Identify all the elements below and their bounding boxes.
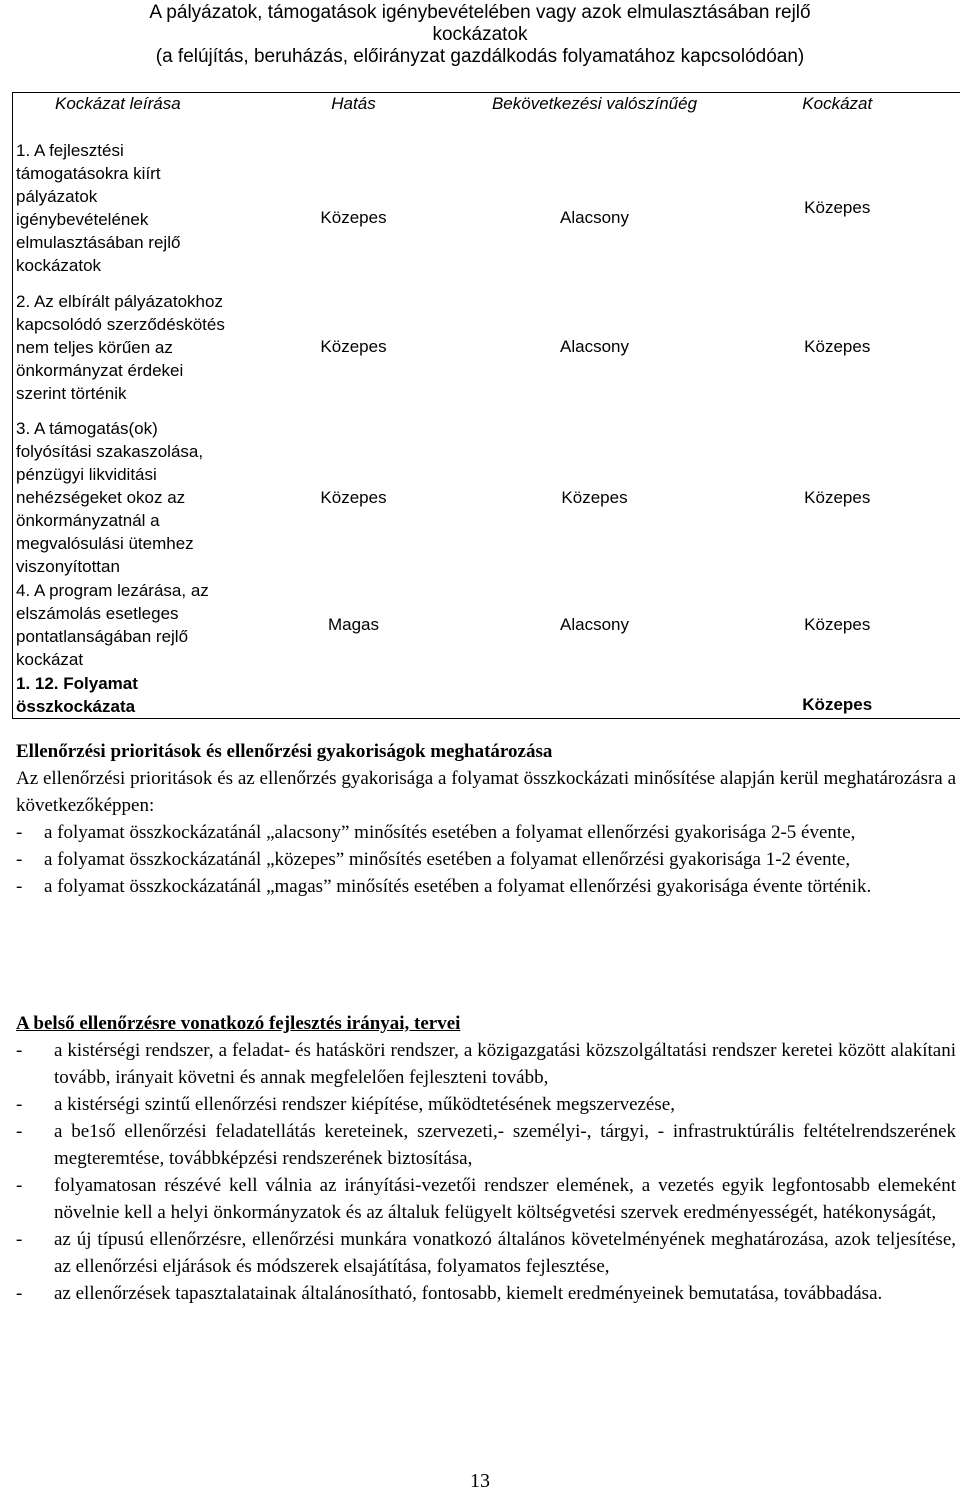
list-item: - az új típusú ellenőrzésre, ellenőrzési munkára vonatkozó általános követelményének meghatározása, azok teljesítése, az ellenőrzési eljárások és módszerek elsajátítása, folyamatos fejlesztése, bbox=[16, 1226, 956, 1280]
column-header-likelihood: Bekövetkezési valószínűég bbox=[491, 94, 698, 113]
list-item: - az ellenőrzések tapasztalatainak általánosítható, fontosabb, kiemelt eredményeinek bemutatása, továbbadása. bbox=[16, 1280, 956, 1307]
risk-description: 2. Az elbírált pályázatokhoz kapcsolódó szerződéskötés nem teljes körűen az önkormányzat érdekei szerint történik bbox=[16, 291, 225, 403]
list-item: - a folyamat összkockázatánál „alacsony” minősítés esetében a folyamat ellenőrzési gyakorisága 2-5 évente, bbox=[16, 819, 956, 846]
list-item: - a kistérségi szintű ellenőrzési rendszer kiépítése, működtetésének megszervezése, bbox=[16, 1091, 956, 1118]
list-item: - a folyamat összkockázatánál „közepes” minősítés esetében a folyamat ellenőrzési gyakorisága 1-2 évente, bbox=[16, 846, 956, 873]
section-title: A belső ellenőrzésre vonatkozó fejlesztés irányai, tervei bbox=[16, 1013, 461, 1034]
risk-likelihood-value: Alacsony bbox=[560, 208, 629, 227]
risk-impact bbox=[233, 139, 475, 278]
total-risk-level bbox=[715, 672, 960, 719]
risk-likelihood: Alacsony bbox=[560, 337, 629, 356]
page-number: 13 bbox=[470, 1470, 490, 1492]
table-row bbox=[13, 278, 960, 417]
total-risk-level-value: Közepes bbox=[802, 694, 873, 714]
risk-description: 1. A fejlesztési támogatásokra kiírt pályázatok igénybevételének elmulasztásában rejlő kockázatok bbox=[16, 141, 181, 275]
column-header-description: Kockázat leírása bbox=[55, 94, 181, 113]
risk-impact: Magas bbox=[327, 615, 380, 634]
document-header bbox=[0, 2, 960, 68]
section-title: Ellenőrzési prioritások és ellenőrzési gyakoriságok meghatározása bbox=[16, 741, 553, 762]
risk-likelihood: Közepes bbox=[561, 487, 628, 507]
list-item: - a kistérségi rendszer, a feladat- és hatásköri rendszer, a közigazgatási közszolgáltatási rendszer keretei között alakítani tovább, irányait követni és annak megfelelően fejleszteni tovább, bbox=[16, 1037, 956, 1091]
risk-impact-value: Közepes bbox=[320, 208, 387, 227]
section-intro: Az ellenőrzési prioritások és az ellenőrzés gyakorisága a folyamat összkockázati minősítése alapján kerül meghatározásra a következőképpen: bbox=[16, 768, 956, 816]
list-item: - folyamatosan részévé kell válnia az irányítási-vezetői rendszer elemének, a vezetés egyik legfontosabb elemeként növelnie kell a helyi önkormányzatok és az általuk felügyelt költségvetési szervek eredményességét, hatékonyságát, bbox=[16, 1172, 956, 1226]
table-row bbox=[13, 139, 960, 278]
frequency-list bbox=[16, 819, 956, 900]
risk-impact: Közepes bbox=[320, 337, 387, 356]
risk-level: Közepes bbox=[804, 198, 871, 217]
risk-description: 4. A program lezárása, az elszámolás esetleges pontatlanságában rejlő kockázat bbox=[16, 581, 209, 669]
table-row bbox=[13, 417, 960, 579]
risk-description: 3. A támogatás(ok) folyósítási szakaszolása, pénzügyi likviditási nehézségeket okoz az önkormányzatnál a megvalósulási ütemhez viszonyítottan bbox=[16, 419, 204, 576]
header-title-line2: kockázatok bbox=[432, 24, 528, 45]
risk-table bbox=[12, 92, 960, 719]
audit-priorities-section bbox=[16, 738, 956, 900]
development-plans-section bbox=[16, 1010, 956, 1307]
table-header-row bbox=[13, 93, 960, 139]
column-header-impact: Hatás bbox=[331, 94, 376, 113]
table-total-row bbox=[13, 672, 960, 719]
risk-likelihood: Alacsony bbox=[560, 615, 629, 634]
header-subtitle: (a felújítás, beruházás, előirányzat gazdálkodás folyamatához kapcsolódóan) bbox=[155, 46, 805, 67]
risk-level: Közepes bbox=[804, 487, 871, 507]
column-header-risk: Kockázat bbox=[802, 94, 873, 113]
header-title-line1: A pályázatok, támogatások igénybevételében vagy azok elmulasztásában rejlő bbox=[149, 2, 811, 23]
table-row bbox=[13, 579, 960, 672]
list-item: - a be1ső ellenőrzési feladatellátás kereteinek, szervezeti,- személyi-, tárgyi, - infrastruktúrális feltételrendszerének megteremtése, továbbképzési rendszerének biztosítása, bbox=[16, 1118, 956, 1172]
risk-likelihood bbox=[475, 139, 715, 278]
risk-level: Közepes bbox=[804, 337, 871, 356]
risk-level: Közepes bbox=[804, 615, 871, 634]
development-list bbox=[16, 1037, 956, 1307]
risk-impact: Közepes bbox=[320, 487, 387, 507]
total-empty-cell bbox=[233, 672, 475, 719]
total-empty-cell bbox=[475, 672, 715, 719]
total-risk-label: 1. 12. Folyamat összkockázata bbox=[16, 673, 138, 716]
list-item: - a folyamat összkockázatánál „magas” minősítés esetében a folyamat ellenőrzési gyakorisága évente történik. bbox=[16, 873, 956, 900]
